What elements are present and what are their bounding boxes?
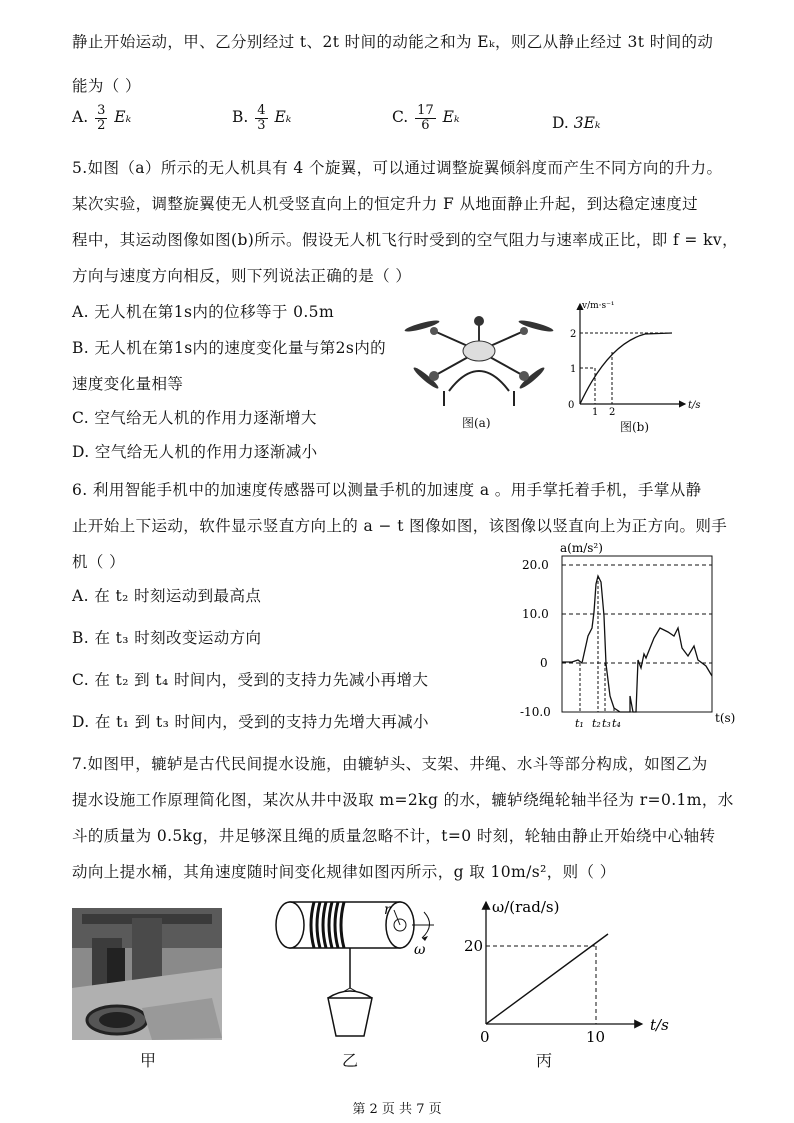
at-xtick-t1: t₁ <box>575 717 584 730</box>
well-photo <box>72 908 222 1040</box>
q5-option-c: C. 空气给无人机的作用力逐渐增大 <box>72 409 317 427</box>
q5-line-3: 程中，其运动图像如图(b)所示。假设无人机飞行时受到的空气阻力与速率成正比，即 f = kv， <box>72 231 738 249</box>
q6-line-2: 止开始上下运动，软件显示竖直方向上的 a − t 图像如图，该图像以竖直向上为正方向。则手 <box>72 517 728 535</box>
caption-jia: 甲 <box>140 1051 157 1070</box>
q6-option-c: C. 在 t₂ 到 t₄ 时间内，受到的支持力先减小再增大 <box>72 671 429 689</box>
q4-line-1: 静止开始运动，甲、乙分别经过 t、2t 时间的动能之和为 Eₖ，则乙从静止经过 3t 时间的动 <box>72 33 714 51</box>
fig-b-xtick-1: 1 <box>592 407 599 418</box>
omega-xlabel: t/s <box>650 1016 669 1034</box>
at-xtick-t4: t₄ <box>612 717 621 730</box>
q7-line-3: 斗的质量为 0.5kg，井足够深且绳的质量忽略不计，t=0 时刻，轮轴由静止开始绕中心轴转 <box>72 827 716 845</box>
windlass-diagram <box>262 892 452 1044</box>
q7-line-2: 提水设施工作原理简化图，某次从井中汲取 m=2kg 的水，辘轳绕绳轮轴半径为 r=0.1m，水 <box>72 791 734 809</box>
at-ylabel: a(m/s²) <box>560 541 603 555</box>
fig-b-origin: 0 <box>568 400 575 411</box>
page-footer: 第 2 页 共 7 页 <box>352 1102 442 1117</box>
at-ytick-neg10: -10.0 <box>520 705 551 719</box>
omega-origin: 0 <box>480 1028 490 1046</box>
at-ytick-0: 0 <box>540 656 548 670</box>
q7-line-4: 动向上提水桶，其角速度随时间变化规律如图丙所示，g 取 10m/s²，则（ ） <box>72 863 616 881</box>
at-graph <box>510 536 742 732</box>
q6-option-b: B. 在 t₃ 时刻改变运动方向 <box>72 629 262 647</box>
q6-line-1: 6. 利用智能手机中的加速度传感器可以测量手机的加速度 a 。用手掌托着手机，手掌从静 <box>72 481 702 499</box>
q5-option-b: B. 无人机在第1s内的速度变化量与第2s内的 <box>72 339 387 357</box>
q5-option-a: A. 无人机在第1s内的位移等于 0.5m <box>72 303 335 321</box>
q4-option-c: C. $\frac{17}{6}$ Eₖ <box>392 103 460 133</box>
fig-b-ytick-2: 2 <box>570 329 577 340</box>
q4-option-a: A. $\frac{3}{2}$ Eₖ <box>72 103 132 133</box>
q5-line-4: 方向与速度方向相反，则下列说法正确的是（ ） <box>72 267 412 285</box>
fig-a-caption: 图(a) <box>462 416 491 430</box>
q5-option-b-cont: 速度变化量相等 <box>72 375 184 393</box>
omega-xtick-10: 10 <box>586 1028 606 1046</box>
at-xlabel: t(s) <box>715 711 736 725</box>
at-ytick-10: 10.0 <box>522 607 549 621</box>
q4-option-b: B. $\frac{4}{3}$ Eₖ <box>232 103 292 133</box>
caption-bing: 丙 <box>536 1051 553 1070</box>
q5-option-d: D. 空气给无人机的作用力逐渐减小 <box>72 443 318 461</box>
at-ytick-20: 20.0 <box>522 558 549 572</box>
q6-option-d: D. 在 t₁ 到 t₃ 时间内，受到的支持力先增大再减小 <box>72 713 429 731</box>
fig-b-ylabel: v/m·s⁻¹ <box>582 301 615 311</box>
at-xtick-t2: t₂ <box>592 717 601 730</box>
fig-b-caption: 图(b) <box>620 420 650 434</box>
q6-option-a: A. 在 t₂ 时刻运动到最高点 <box>72 587 262 605</box>
omega-ylabel: ω/(rad/s) <box>492 898 560 916</box>
q5-line-2: 某次实验，调整旋翼使无人机受竖直向上的恒定升力 F 从地面静止升起，到达稳定速度过 <box>72 195 699 213</box>
caption-yi: 乙 <box>342 1051 359 1070</box>
fig-b-xtick-2: 2 <box>609 407 616 418</box>
omega-ytick-20: 20 <box>464 937 484 955</box>
q4-option-d: D. 3Eₖ <box>552 114 601 132</box>
omega-t-graph <box>462 896 682 1046</box>
drone-figure <box>404 296 554 416</box>
at-xtick-t3: t₃ <box>602 717 611 730</box>
q5-line-1: 5.如图（a）所示的无人机具有 4 个旋翼，可以通过调整旋翼倾斜度而产生不同方向的升力。 <box>72 159 723 177</box>
fig-b-vt-graph <box>560 296 710 418</box>
q7-line-1: 7.如图甲，辘轳是古代民间提水设施，由辘轳头、支架、井绳、水斗等部分构成，如图乙为 <box>72 755 708 773</box>
fig-b-ytick-1: 1 <box>570 364 577 375</box>
fig-b-xlabel: t/s <box>688 400 701 411</box>
q6-line-3: 机（ ） <box>72 553 126 571</box>
q4-line-2: 能为（ ） <box>72 77 141 95</box>
windlass-r-label: r <box>384 902 391 918</box>
windlass-omega-label: ω <box>414 942 426 958</box>
